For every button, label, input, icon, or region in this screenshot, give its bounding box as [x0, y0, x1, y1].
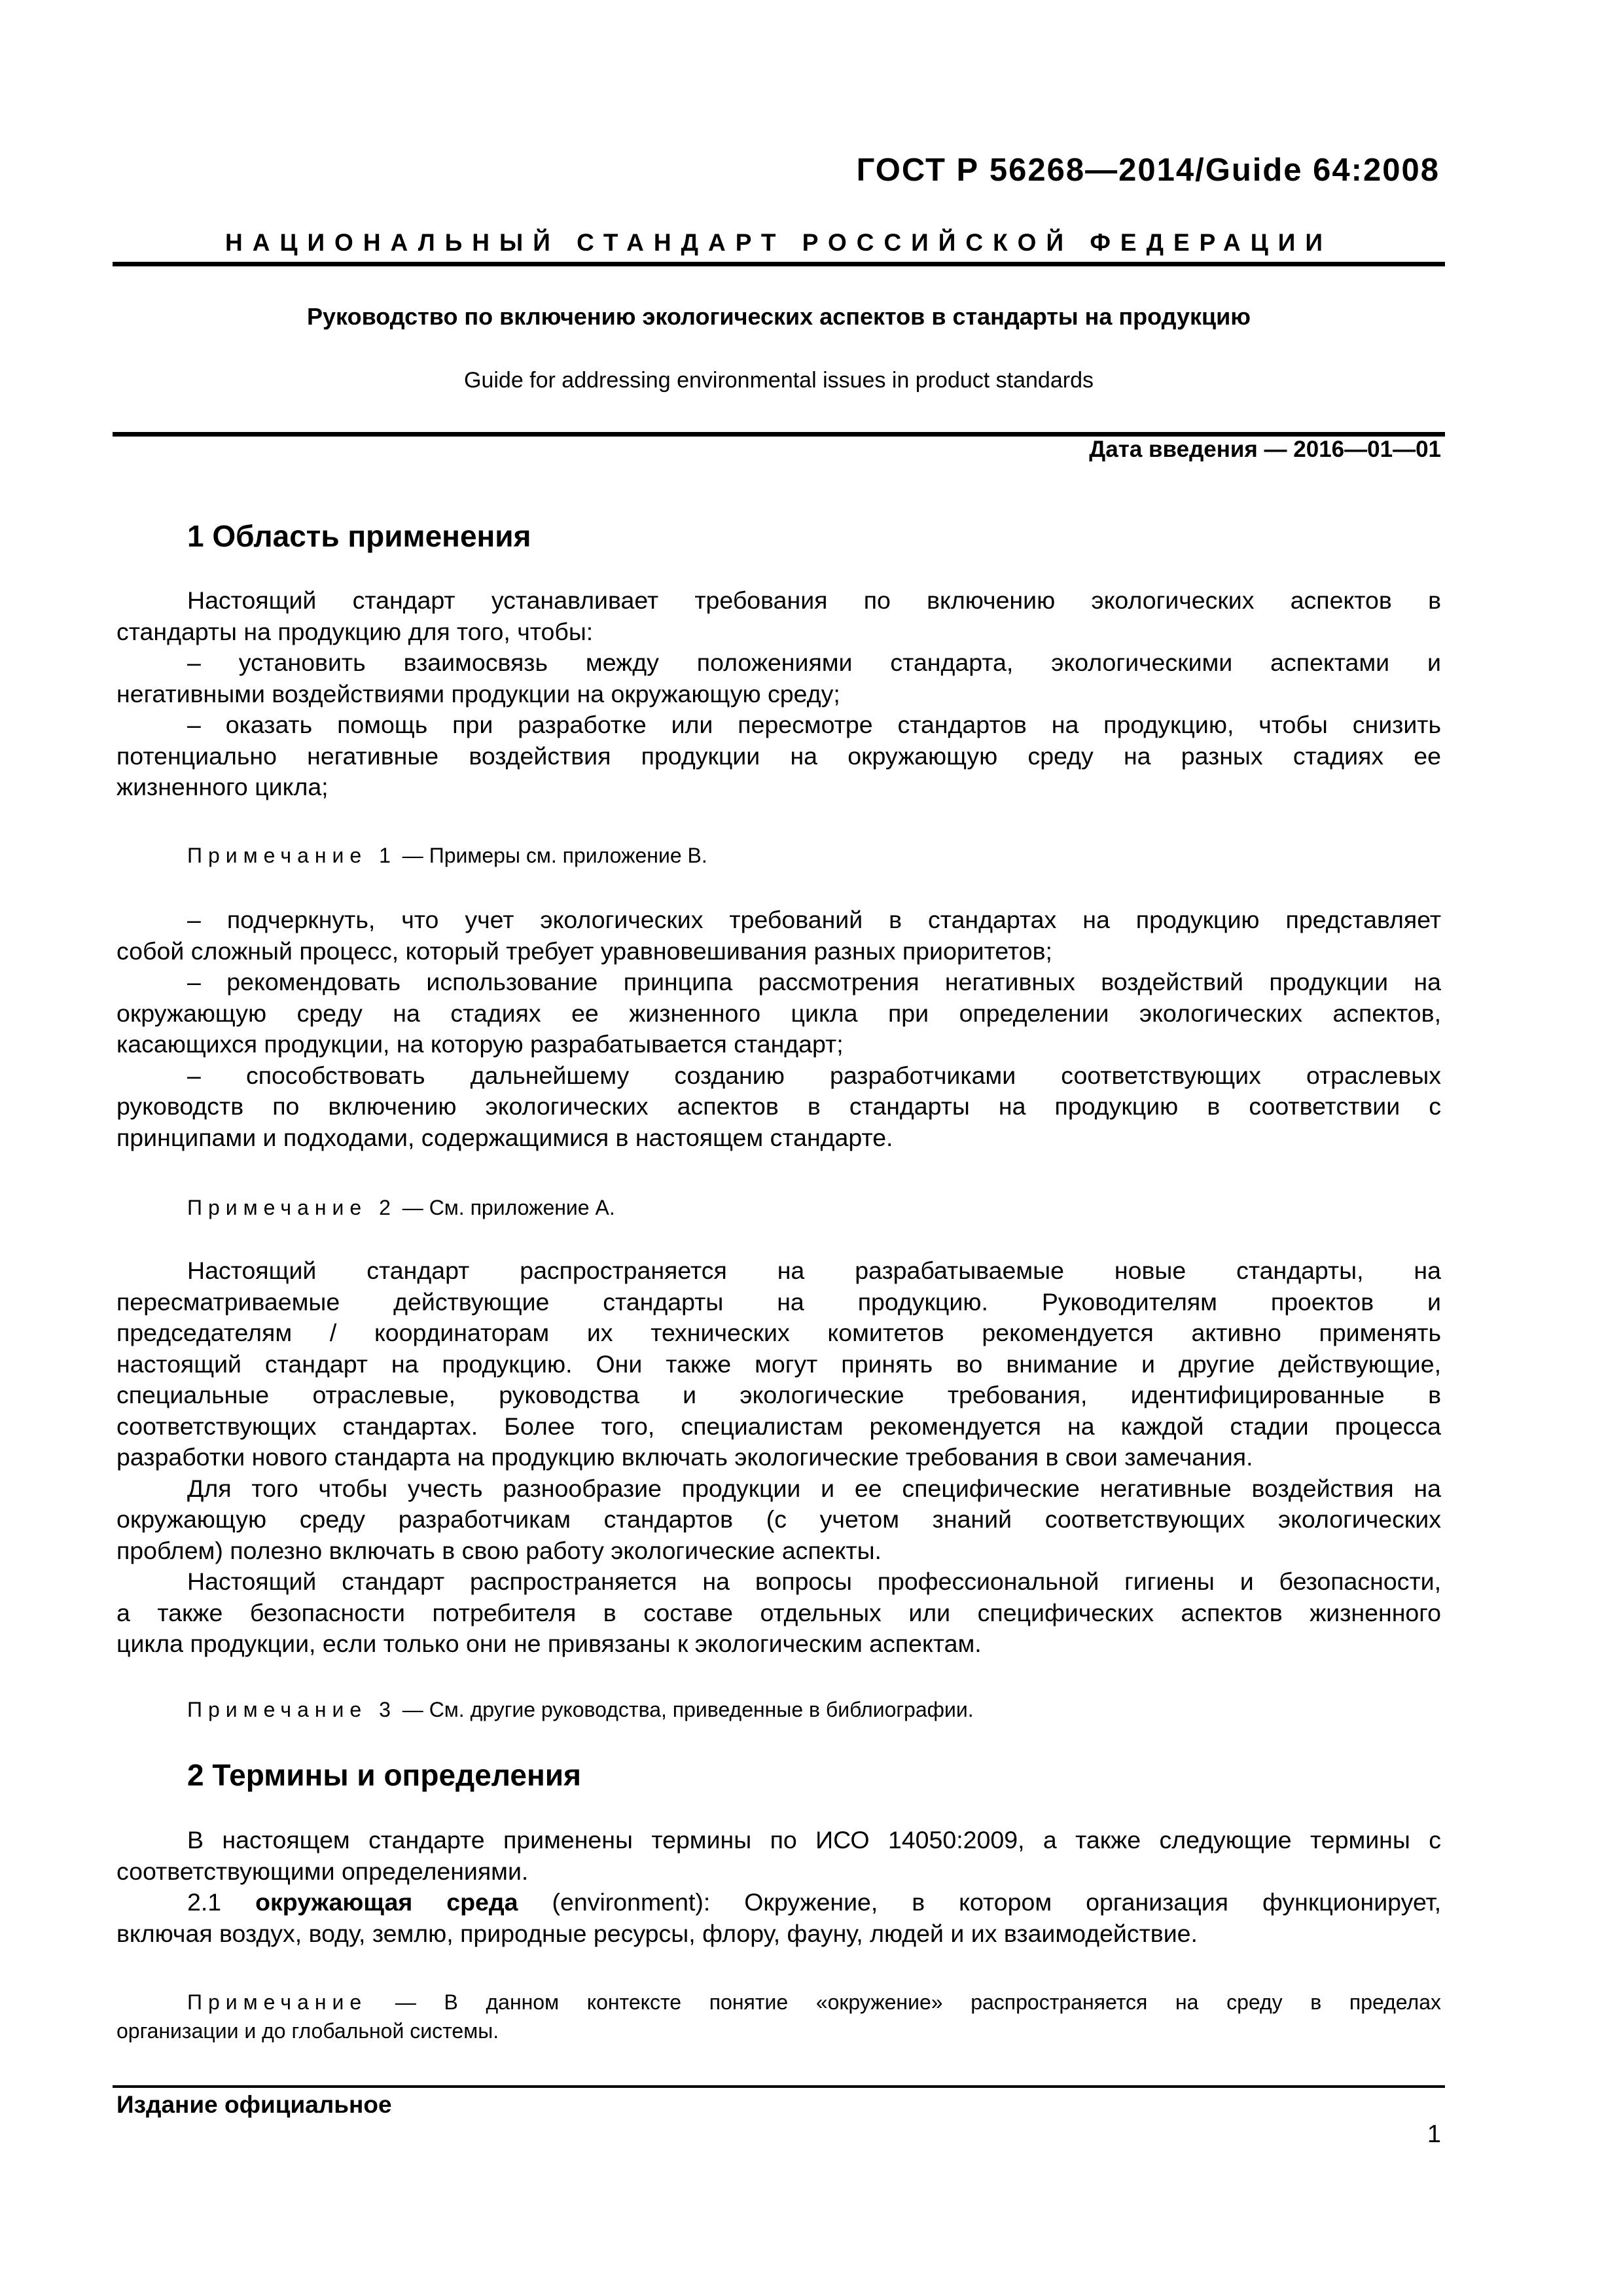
note-text: — Примеры см. приложение В. [396, 844, 707, 867]
note-text: — См. приложение А. [396, 1196, 615, 1219]
text-line: касающихся продукции, на которую разрабатывается стандарт; [116, 1030, 844, 1058]
scope-intro-paragraph [116, 585, 1441, 803]
note-label: Примечание 3 [187, 1698, 397, 1721]
footer-rule [113, 2085, 1445, 2088]
title-russian: Руководство по включению экологических аспектов в стандарты на продукцию [307, 303, 1251, 330]
text-line: В настоящем стандарте применены термины по ИСО 14050:2009, а также следующие термины с [187, 1826, 1441, 1854]
national-standard-banner: НАЦИОНАЛЬНЫЙ СТАНДАРТ РОССИЙСКОЙ ФЕДЕРАЦИИ [225, 229, 1332, 256]
text-line: собой сложный процесс, который требует уравновешивания разных приоритетов; [116, 937, 1052, 965]
section-2-heading: 2 Термины и определения [187, 1758, 581, 1792]
text-line: проблем) полезно включать в свою работу экологические аспекты. [116, 1536, 882, 1564]
text-line: принципами и подходами, содержащимися в настоящем стандарте. [116, 1123, 893, 1151]
text-line: председателям / координаторам их технических комитетов рекомендуется активно применять [116, 1319, 1441, 1346]
scope-body-paragraph [116, 1255, 1441, 1660]
note-label: Примечание [187, 1990, 368, 2014]
list-item: – оказать помощь при разработке или пересмотре стандартов на продукцию, чтобы снизить [187, 711, 1441, 738]
title-english: Guide for addressing environmental issues in product standards [464, 368, 1094, 393]
text-line: Настоящий стандарт устанавливает требования по включению экологических аспектов в [187, 586, 1441, 614]
list-item: – способствовать дальнейшему созданию разработчиками соответствующих отраслевых [187, 1061, 1441, 1089]
scope-list-paragraph [116, 905, 1441, 1153]
note-3 [187, 1695, 974, 1724]
note-1 [187, 841, 707, 870]
term-note [116, 1988, 1441, 2045]
terms-paragraph [116, 1825, 1441, 1949]
term-definition-line [116, 1887, 1441, 1918]
text-line: окружающую среду разработчикам стандартов (с учетом знаний соответствующих экологических [116, 1505, 1441, 1533]
list-item: – установить взаимосвязь между положениями стандарта, экологическими аспектами и [187, 649, 1441, 676]
text-line: окружающую среду на стадиях ее жизненного цикла при определении экологических аспектов, [116, 999, 1441, 1027]
text-line: соответствующими определениями. [116, 1857, 529, 1885]
note-text: — В данном контексте понятие «окружение» распространяется на среду в пределах [367, 1990, 1441, 2014]
text-line: разработки нового стандарта на продукцию включать экологические требования в свои замечания. [116, 1443, 1253, 1471]
text-line: потенциально негативные воздействия продукции на окружающую среду на разных стадиях ее [116, 742, 1441, 770]
note-label: Примечание 1 [187, 844, 397, 867]
text-line: пересматриваемые действующие стандарты на продукцию. Руководителям проектов и [116, 1287, 1441, 1316]
text-line: специальные отраслевые, руководства и экологические требования, идентифицированные в [116, 1381, 1441, 1408]
term-number: 2.1 [187, 1888, 256, 1916]
text-line: соответствующих стандартах. Более того, специалистам рекомендуется на каждой стадии процесса [116, 1412, 1441, 1440]
text-line: Настоящий стандарт распространяется на разрабатываемые новые стандарты, на [187, 1257, 1441, 1284]
note-text: — См. другие руководства, приведенные в библиографии. [396, 1698, 974, 1721]
edition-label: Издание официальное [116, 2091, 392, 2118]
text-line: а также безопасности потребителя в составе отдельных или специфических аспектов жизненного [116, 1598, 1441, 1626]
text-line: настоящий стандарт на продукцию. Они также могут принять во внимание и другие действующие, [116, 1350, 1441, 1378]
note-2 [187, 1193, 615, 1222]
term-name: окружающая среда [255, 1888, 518, 1916]
term-definition: (environment): Окружение, в котором организация функционирует, [518, 1888, 1441, 1916]
text-line: жизненного цикла; [116, 773, 329, 800]
text-line: цикла продукции, если только они не привязаны к экологическим аспектам. [116, 1630, 982, 1657]
text-line: Настоящий стандарт распространяется на вопросы профессиональной гигиены и безопасности, [187, 1568, 1441, 1595]
page-number: 1 [1427, 2121, 1441, 2148]
text-line: включая воздух, воду, землю, природные ресурсы, флору, фауну, людей и их взаимодействие. [116, 1919, 1198, 1947]
text-line: негативными воздействиями продукции на окружающую среду; [116, 679, 840, 708]
section-1-heading: 1 Область применения [187, 519, 531, 553]
text-line: стандарты на продукцию для того, чтобы: [116, 617, 594, 645]
note-label: Примечание 2 [187, 1196, 397, 1219]
list-item: – рекомендовать использование принципа рассмотрения негативных воздействий продукции на [187, 968, 1441, 996]
document-code: ГОСТ Р 56268—2014/Guide 64:2008 [856, 152, 1440, 188]
text-line: руководств по включению экологических аспектов в стандарты на продукцию в соответствии с [116, 1092, 1441, 1120]
list-item: – подчеркнуть, что учет экологических требований в стандартах на продукцию представляет [187, 906, 1441, 933]
term-note-line: организации и до глобальной системы. [116, 2019, 499, 2043]
header-rule [113, 262, 1445, 266]
title-rule [113, 432, 1445, 437]
introduction-date: Дата введения — 2016—01—01 [1089, 437, 1441, 462]
term-note-line [116, 1988, 1441, 2017]
text-line: Для того чтобы учесть разнообразие продукции и ее специфические негативные воздействия на [187, 1474, 1441, 1502]
